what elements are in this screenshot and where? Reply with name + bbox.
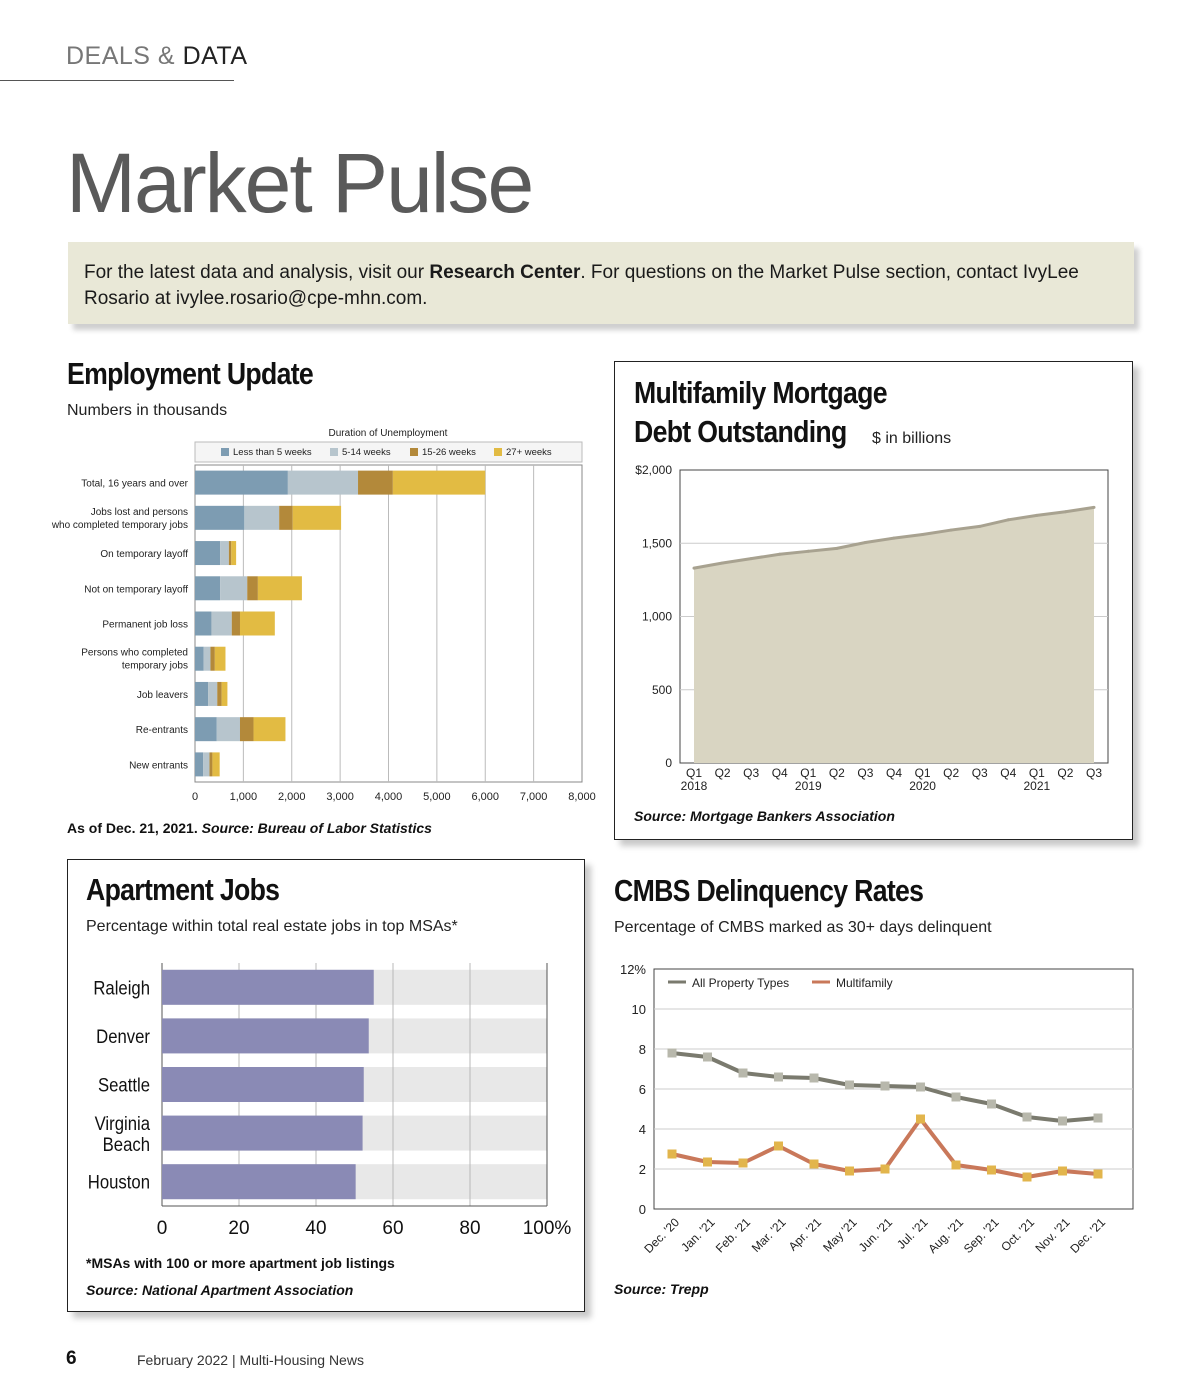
apartment-source bbox=[86, 1282, 353, 1298]
mortgage-y-tick-label: 0 bbox=[665, 756, 672, 770]
apartment-category-label: Beach bbox=[102, 1134, 150, 1156]
cmbs-data-point bbox=[952, 1161, 961, 1170]
cmbs-y-tick-label: 12% bbox=[619, 962, 646, 977]
mortgage-x-quarter-label: Q4 bbox=[771, 766, 788, 780]
cmbs-data-point bbox=[1094, 1170, 1103, 1179]
employment-legend-label: 27+ weeks bbox=[506, 447, 552, 458]
employment-bar-segment bbox=[247, 576, 258, 600]
cmbs-x-tick-label: May '21 bbox=[820, 1215, 860, 1255]
mortgage-y-tick-label: 1,000 bbox=[641, 609, 672, 624]
employment-x-tick-label: 0 bbox=[191, 791, 199, 803]
mortgage-x-quarter-label: Q4 bbox=[885, 766, 903, 780]
cmbs-x-tick-label: Mar. '21 bbox=[748, 1215, 789, 1256]
employment-x-tick-label: 3,000 bbox=[326, 791, 354, 803]
research-center-link[interactable]: Research Center bbox=[429, 262, 581, 283]
cmbs-legend-label: Multifamily bbox=[836, 976, 893, 990]
cmbs-x-tick-label: Dec. '20 bbox=[641, 1215, 683, 1256]
employment-bar-segment bbox=[195, 682, 208, 706]
employment-legend-swatch bbox=[221, 448, 229, 456]
info-box bbox=[68, 242, 1134, 324]
apartment-bar bbox=[162, 970, 374, 1005]
cmbs-x-tick-label: Nov. '21 bbox=[1032, 1215, 1073, 1256]
employment-bar-segment bbox=[240, 612, 275, 636]
apartment-category-label: Raleigh bbox=[93, 977, 150, 999]
employment-bar-segment bbox=[210, 752, 213, 776]
employment-source-date: As of Dec. 21, 2021. bbox=[67, 820, 202, 836]
apartment-x-tick-label: 60 bbox=[382, 1218, 404, 1239]
employment-category-label-line: Permanent job loss bbox=[102, 619, 188, 631]
apartment-title: Apartment Jobs bbox=[86, 872, 280, 907]
apartment-x-tick-label: 0 bbox=[156, 1218, 168, 1239]
employment-bar-segment bbox=[220, 576, 247, 600]
mortgage-x-quarter-label: Q3 bbox=[857, 766, 874, 780]
employment-x-tick-label: 2,000 bbox=[277, 791, 306, 803]
cmbs-data-point bbox=[810, 1160, 819, 1169]
cmbs-x-tick-label: Feb. '21 bbox=[712, 1215, 754, 1256]
cmbs-y-tick-label: 0 bbox=[638, 1202, 646, 1217]
mortgage-data-point bbox=[721, 562, 724, 565]
section-tag-data: DATA bbox=[182, 42, 248, 70]
mortgage-data-point bbox=[750, 557, 753, 560]
employment-category-label-line: Total, 16 years and over bbox=[81, 478, 188, 490]
employment-bar-segment bbox=[195, 506, 244, 530]
employment-category-label-line: Not on temporary layoff bbox=[84, 584, 188, 596]
employment-legend-title: Duration of Unemployment bbox=[328, 428, 448, 439]
mortgage-x-quarter-label: Q1 bbox=[685, 766, 703, 780]
employment-category-label-line: On temporary layoff bbox=[100, 549, 188, 561]
employment-bar-segment bbox=[210, 647, 214, 671]
mortgage-y-tick-label: $2,000 bbox=[635, 463, 672, 477]
employment-category-label-line: Jobs lost and persons bbox=[90, 506, 188, 518]
apartment-subtitle: Percentage within total real estate jobs in top MSAs* bbox=[86, 918, 458, 935]
employment-bar-segment bbox=[393, 471, 485, 495]
cmbs-data-point bbox=[987, 1166, 996, 1175]
apartment-x-tick-label: 20 bbox=[228, 1218, 250, 1239]
cmbs-x-tick-label: Jan. '21 bbox=[678, 1215, 718, 1255]
apartment-category-label: Seattle bbox=[98, 1074, 150, 1096]
cmbs-legend-label: All Property Types bbox=[692, 976, 790, 990]
mortgage-data-point bbox=[693, 567, 696, 570]
cmbs-data-point bbox=[668, 1049, 677, 1058]
employment-bar-segment bbox=[232, 612, 240, 636]
cmbs-x-tick-label: Jun. '21 bbox=[855, 1215, 896, 1255]
mortgage-x-quarter-label: Q2 bbox=[1057, 766, 1074, 780]
cmbs-data-point bbox=[703, 1053, 712, 1062]
cmbs-data-point bbox=[774, 1142, 783, 1151]
employment-legend-label: 15-26 weeks bbox=[422, 447, 476, 458]
employment-x-tick-label: 4,000 bbox=[374, 791, 403, 803]
employment-bar-segment bbox=[220, 541, 229, 565]
mortgage-x-quarter-label: Q1 bbox=[914, 766, 931, 780]
cmbs-subtitle: Percentage of CMBS marked as 30+ days delinquent bbox=[614, 919, 992, 936]
employment-source-name: Source: Bureau of Labor Statistics bbox=[201, 820, 432, 836]
mortgage-data-point bbox=[1064, 510, 1067, 513]
cmbs-data-point bbox=[1058, 1167, 1067, 1176]
cmbs-data-point bbox=[668, 1150, 677, 1159]
employment-category-label bbox=[81, 648, 188, 672]
employment-title: Employment Update bbox=[67, 356, 314, 391]
cmbs-title: CMBS Delinquency Rates bbox=[614, 873, 924, 908]
mortgage-y-tick-label: 500 bbox=[651, 682, 672, 697]
employment-bar-segment bbox=[254, 717, 286, 741]
mortgage-x-year-label: 2019 bbox=[794, 779, 822, 793]
mortgage-x-quarter-label: Q4 bbox=[1000, 766, 1017, 780]
cmbs-data-point bbox=[952, 1093, 961, 1102]
cmbs-source bbox=[614, 1281, 709, 1297]
cmbs-data-point bbox=[987, 1100, 996, 1109]
section-tag-deals: DEALS & bbox=[66, 42, 183, 70]
employment-source bbox=[67, 820, 432, 836]
employment-category-label-line: temporary jobs bbox=[121, 660, 188, 672]
mortgage-x-year-label: 2018 bbox=[680, 779, 708, 793]
employment-bar-segment bbox=[279, 506, 293, 530]
page-number: 6 bbox=[66, 1348, 77, 1369]
employment-bar-segment bbox=[222, 682, 228, 706]
employment-category-label bbox=[84, 584, 188, 595]
cmbs-y-tick-label: 4 bbox=[638, 1122, 646, 1137]
mortgage-x-quarter-label: Q3 bbox=[743, 766, 760, 780]
cmbs-x-tick-label: Jul. '21 bbox=[894, 1215, 931, 1252]
employment-x-tick-label: 6,000 bbox=[471, 791, 500, 803]
apartment-bar bbox=[162, 1164, 356, 1199]
employment-bar-segment bbox=[244, 506, 279, 530]
employment-x-tick-label: 5,000 bbox=[423, 791, 451, 803]
cmbs-y-tick-label: 10 bbox=[631, 1002, 646, 1017]
mortgage-x-year-label: 2020 bbox=[909, 779, 936, 793]
apartment-x-tick-label: 80 bbox=[459, 1218, 481, 1239]
cmbs-y-tick-label: 8 bbox=[638, 1042, 646, 1057]
employment-bar-segment bbox=[195, 541, 220, 565]
mortgage-x-quarter-label: Q2 bbox=[943, 766, 960, 780]
publication-footer: February 2022 | Multi-Housing News bbox=[137, 1352, 364, 1368]
mortgage-data-point bbox=[1007, 518, 1010, 521]
employment-category-label bbox=[129, 760, 188, 771]
apartment-category-label: Virginia bbox=[94, 1113, 150, 1135]
employment-category-label bbox=[136, 725, 188, 736]
mortgage-x-quarter-label: Q2 bbox=[828, 766, 845, 780]
apartment-bar bbox=[162, 1067, 364, 1102]
mortgage-chart bbox=[614, 455, 1133, 800]
employment-category-label-line: who completed temporary jobs bbox=[51, 519, 188, 531]
employment-bar-segment bbox=[358, 471, 393, 495]
apartment-category-label: Denver bbox=[96, 1025, 150, 1048]
employment-bar-segment bbox=[195, 717, 217, 741]
employment-bar-segment bbox=[293, 506, 341, 530]
cmbs-data-point bbox=[739, 1069, 748, 1078]
mortgage-y-tick-label: 1,500 bbox=[641, 536, 672, 551]
mortgage-x-year-label: 2021 bbox=[1023, 779, 1051, 793]
cmbs-data-point bbox=[845, 1081, 854, 1090]
mortgage-title-line2: Debt Outstanding bbox=[634, 414, 847, 449]
cmbs-y-tick-label: 2 bbox=[638, 1162, 646, 1177]
mortgage-data-point bbox=[950, 529, 953, 532]
cmbs-source-name: Source: Trepp bbox=[614, 1281, 709, 1297]
employment-x-tick-label: 8,000 bbox=[568, 791, 596, 803]
cmbs-chart bbox=[600, 955, 1160, 1275]
employment-subtitle: Numbers in thousands bbox=[67, 402, 228, 419]
employment-bar-segment bbox=[231, 541, 236, 565]
employment-bar-segment bbox=[195, 471, 288, 495]
employment-category-label-line: Job leavers bbox=[136, 689, 188, 701]
cmbs-data-point bbox=[916, 1115, 925, 1124]
employment-x-tick-label: 1,000 bbox=[229, 791, 258, 803]
employment-bar-segment bbox=[240, 717, 254, 741]
apartment-source-name: Source: National Apartment Association bbox=[86, 1282, 354, 1298]
employment-legend-label: Less than 5 weeks bbox=[233, 447, 312, 458]
mortgage-data-point bbox=[978, 525, 981, 528]
employment-chart bbox=[0, 420, 600, 815]
mortgage-data-point bbox=[921, 533, 924, 536]
section-tag bbox=[66, 42, 248, 71]
employment-bar-segment bbox=[204, 647, 211, 671]
employment-bar-segment bbox=[217, 717, 240, 741]
cmbs-x-tick-label: Aug. '21 bbox=[925, 1215, 967, 1257]
cmbs-data-point bbox=[1094, 1114, 1103, 1123]
section-divider bbox=[0, 80, 234, 81]
employment-category-label-line: New entrants bbox=[129, 760, 188, 772]
employment-bar-segment bbox=[211, 612, 231, 636]
mortgage-x-quarter-label: Q1 bbox=[1028, 766, 1045, 780]
mortgage-data-point bbox=[1035, 514, 1038, 517]
cmbs-data-point bbox=[1058, 1117, 1067, 1126]
cmbs-x-tick-label: Oct. '21 bbox=[998, 1215, 1038, 1255]
apartment-chart bbox=[67, 950, 585, 1248]
mortgage-data-point bbox=[893, 537, 896, 540]
employment-category-label-line: Re-entrants bbox=[135, 725, 188, 737]
cmbs-data-point bbox=[703, 1158, 712, 1167]
cmbs-data-point bbox=[1023, 1113, 1032, 1122]
cmbs-x-tick-label: Sep. '21 bbox=[960, 1215, 1002, 1257]
mortgage-data-point bbox=[1093, 506, 1096, 509]
apartment-bar bbox=[162, 1018, 369, 1053]
apartment-x-tick-label: 100% bbox=[522, 1218, 572, 1239]
apartment-category-label: Houston bbox=[87, 1171, 150, 1193]
employment-category-label-line: Persons who completed bbox=[81, 647, 188, 659]
employment-category-label bbox=[81, 479, 188, 490]
employment-category-label bbox=[51, 507, 188, 531]
mortgage-x-quarter-label: Q1 bbox=[800, 766, 817, 780]
employment-bar-segment bbox=[217, 682, 221, 706]
apartment-footnote: *MSAs with 100 or more apartment job listings bbox=[86, 1255, 395, 1271]
page-title: Market Pulse bbox=[66, 136, 533, 230]
cmbs-data-point bbox=[881, 1165, 890, 1174]
info-text-2: . For questions on the Market Pulse section, contact IvyLee Rosario at ivylee.rosario@cpe-mhn.com. bbox=[84, 262, 1079, 309]
mortgage-data-point bbox=[864, 541, 867, 544]
cmbs-data-point bbox=[1023, 1173, 1032, 1182]
employment-bar-segment bbox=[195, 612, 211, 636]
employment-bar-segment bbox=[208, 682, 217, 706]
cmbs-data-point bbox=[810, 1074, 819, 1083]
info-text-1: For the latest data and analysis, visit our bbox=[84, 262, 430, 283]
employment-legend-swatch bbox=[330, 448, 338, 456]
apartment-bar bbox=[162, 1116, 363, 1151]
mortgage-data-point bbox=[778, 553, 781, 556]
cmbs-x-tick-label: Dec. '21 bbox=[1067, 1215, 1109, 1256]
employment-bar-segment bbox=[212, 752, 219, 776]
cmbs-data-point bbox=[845, 1167, 854, 1176]
employment-bar-segment bbox=[288, 471, 358, 495]
cmbs-data-point bbox=[739, 1159, 748, 1168]
employment-category-label bbox=[137, 690, 188, 701]
mortgage-x-quarter-label: Q2 bbox=[714, 766, 731, 780]
cmbs-data-point bbox=[916, 1083, 925, 1092]
employment-category-label bbox=[100, 549, 188, 560]
mortgage-source bbox=[634, 808, 895, 824]
employment-bar-segment bbox=[195, 752, 203, 776]
mortgage-x-quarter-label: Q3 bbox=[1085, 766, 1103, 780]
mortgage-data-point bbox=[835, 547, 838, 550]
employment-bar-segment bbox=[258, 576, 302, 600]
apartment-x-tick-label: 40 bbox=[305, 1218, 327, 1239]
cmbs-x-tick-label: Apr. '21 bbox=[785, 1215, 825, 1254]
mortgage-unit: $ in billions bbox=[872, 430, 952, 447]
employment-bar-segment bbox=[195, 576, 220, 600]
cmbs-y-tick-label: 6 bbox=[638, 1082, 646, 1097]
employment-legend-swatch bbox=[410, 448, 418, 456]
employment-x-tick-label: 7,000 bbox=[519, 791, 548, 803]
mortgage-x-quarter-label: Q3 bbox=[971, 766, 988, 780]
employment-bar-segment bbox=[195, 647, 204, 671]
cmbs-data-point bbox=[881, 1082, 890, 1091]
employment-category-label bbox=[102, 620, 188, 631]
mortgage-source-name: Source: Mortgage Bankers Association bbox=[634, 808, 895, 824]
mortgage-data-point bbox=[807, 550, 810, 553]
employment-bar-segment bbox=[215, 647, 226, 671]
cmbs-data-point bbox=[774, 1073, 783, 1082]
employment-legend-swatch bbox=[494, 448, 502, 456]
employment-legend-label: 5-14 weeks bbox=[342, 447, 391, 458]
employment-bar-segment bbox=[203, 752, 209, 776]
mortgage-title-line1: Multifamily Mortgage bbox=[634, 375, 887, 410]
employment-bar-segment bbox=[229, 541, 231, 565]
